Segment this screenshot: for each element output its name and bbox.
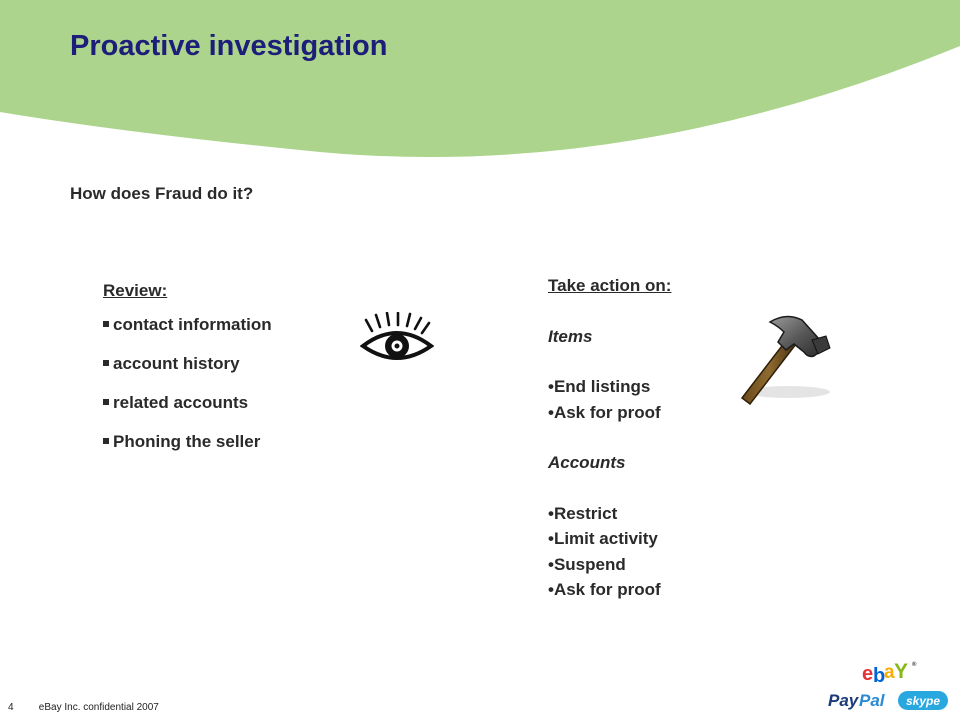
- page-number: 4: [8, 702, 14, 713]
- list-item-label: End listings: [553, 377, 651, 396]
- list-item: contact information: [103, 315, 272, 354]
- accounts-subheading: Accounts: [548, 453, 626, 472]
- list-item: [548, 400, 671, 426]
- slide-title: Proactive investigation: [70, 30, 388, 62]
- eye-icon: [360, 312, 434, 364]
- list-item: [548, 374, 671, 400]
- items-action-list: [548, 374, 671, 425]
- list-item: [548, 577, 671, 603]
- review-heading: Review:: [103, 281, 168, 300]
- svg-text:skype: skype: [905, 694, 941, 708]
- review-section: [103, 281, 272, 471]
- paypal-logo: [828, 691, 886, 710]
- svg-text:Y: Y: [894, 660, 909, 683]
- review-list: [103, 315, 272, 471]
- list-item: [548, 501, 671, 527]
- svg-text:e: e: [862, 663, 874, 685]
- list-item-label: Limit activity: [553, 529, 658, 548]
- svg-text:®: ®: [912, 662, 917, 668]
- list-item: related accounts: [103, 393, 272, 432]
- svg-text:Pay: Pay: [828, 691, 859, 710]
- ebay-logo: [862, 660, 917, 687]
- items-subheading: Items: [548, 326, 593, 346]
- list-item-label: Ask for proof: [553, 580, 661, 599]
- question-text: How does Fraud do it?: [70, 184, 254, 203]
- action-section: [548, 273, 671, 603]
- svg-text:a: a: [884, 662, 895, 683]
- header-banner: [0, 0, 960, 160]
- brand-logos: [826, 656, 950, 712]
- list-item-label: Ask for proof: [553, 402, 661, 422]
- list-item: account history: [103, 354, 272, 393]
- skype-logo: [898, 691, 948, 710]
- list-item: [548, 526, 671, 552]
- list-item: Phoning the seller: [103, 432, 272, 471]
- confidential-notice: eBay Inc. confidential 2007: [38, 702, 159, 713]
- svg-text:b: b: [873, 665, 886, 687]
- list-item: [548, 552, 671, 578]
- list-item-label: Suspend: [553, 554, 626, 574]
- svg-text:Pal: Pal: [859, 691, 885, 710]
- footer: [8, 702, 159, 713]
- hammer-icon: [728, 310, 838, 410]
- list-item-label: Restrict: [553, 503, 618, 523]
- action-heading: Take action on:: [548, 276, 672, 295]
- accounts-action-list: [548, 501, 671, 603]
